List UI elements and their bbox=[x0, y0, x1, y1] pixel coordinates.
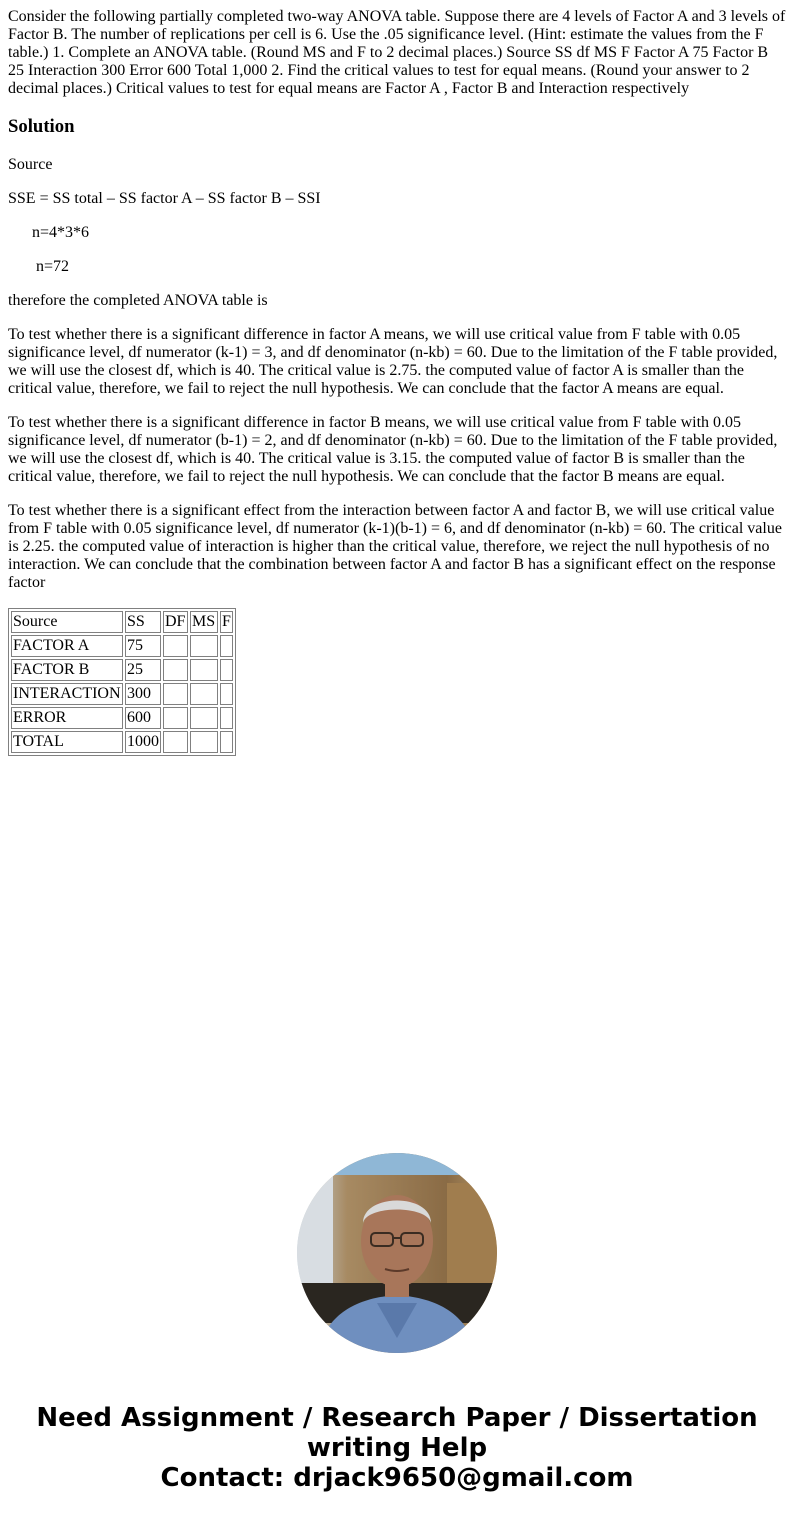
header-cell-source: Source bbox=[11, 611, 123, 633]
solution-line-completed: therefore the completed ANOVA table is bbox=[8, 292, 268, 309]
table-row bbox=[11, 731, 233, 753]
header-cell-f: F bbox=[220, 611, 233, 633]
table-cell-source: INTERACTION bbox=[11, 683, 123, 705]
promo-banner bbox=[0, 1403, 794, 1493]
header-cell-ss: SS bbox=[125, 611, 161, 633]
table-row bbox=[11, 707, 233, 729]
question-text: Consider the following partially completed two-way ANOVA table. Suppose there are 4 levels of Factor A and 3 levels of Factor B. The number of replications per cell is 6. Use the .05 significance level. (Hint: estimate the values from the F table.) 1. Complete an ANOVA table. (Round MS and F to 2 decimal places.) Source SS df MS F Factor A 75 Factor B 25 Interaction 300 Error 600 Total 1,000 2. Find the critical values to test for equal means. (Round your answer to 2 decimal places.) Critical values to test for equal means are Factor A , Factor B and Interaction respectively bbox=[8, 8, 786, 97]
table-cell-df bbox=[163, 659, 188, 681]
table-cell-f bbox=[220, 683, 233, 705]
header-cell-ms: MS bbox=[190, 611, 218, 633]
solution-paragraph-interaction: To test whether there is a significant effect from the interaction between factor A and factor B, we will use critical value from F table with 0.05 significance level, df numerator (k-1)(b-1) = 6, and df denominator (n-kb) = 60. The critical value is 2.25. the computed value of interaction is higher than the critical value, therefore, we reject the null hypothesis of no interaction. We can conclude that the combination between factor A and factor B has a significant effect on the response factor bbox=[8, 502, 782, 591]
document-body bbox=[8, 8, 788, 756]
table-cell-ss: 600 bbox=[125, 707, 161, 729]
anova-table bbox=[8, 608, 236, 756]
table-cell-df bbox=[163, 683, 188, 705]
table-row bbox=[11, 683, 233, 705]
promo-line-2: writing Help bbox=[306, 1433, 488, 1463]
author-photo bbox=[297, 1153, 497, 1353]
table-cell-source: FACTOR A bbox=[11, 635, 123, 657]
promo-contact-line: Contact: drjack9650@gmail.com bbox=[160, 1463, 634, 1493]
table-cell-ss: 1000 bbox=[125, 731, 161, 753]
table-cell-ms bbox=[190, 707, 218, 729]
table-header-row bbox=[11, 611, 233, 633]
table-cell-df bbox=[163, 731, 188, 753]
table-cell-f bbox=[220, 707, 233, 729]
solution-line-sse: SSE = SS total – SS factor A – SS factor B – SSI bbox=[8, 190, 321, 207]
solution-line-n-value: n=72 bbox=[36, 258, 70, 275]
table-cell-f bbox=[220, 659, 233, 681]
header-cell-df: DF bbox=[163, 611, 188, 633]
table-cell-ms bbox=[190, 683, 218, 705]
table-cell-ms bbox=[190, 659, 218, 681]
table-cell-ms bbox=[190, 635, 218, 657]
table-cell-df bbox=[163, 635, 188, 657]
table-cell-f bbox=[220, 731, 233, 753]
solution-line-source: Source bbox=[8, 156, 53, 173]
table-cell-ss: 75 bbox=[125, 635, 161, 657]
table-row bbox=[11, 635, 233, 657]
table-row bbox=[11, 659, 233, 681]
table-cell-source: ERROR bbox=[11, 707, 123, 729]
solution-heading: Solution bbox=[8, 116, 75, 137]
table-cell-ss: 300 bbox=[125, 683, 161, 705]
table-cell-f bbox=[220, 635, 233, 657]
promo-line-1: Need Assignment / Research Paper / Dissertation bbox=[36, 1403, 758, 1433]
solution-line-n-formula: n=4*3*6 bbox=[32, 224, 90, 241]
table-cell-df bbox=[163, 707, 188, 729]
table-cell-ss: 25 bbox=[125, 659, 161, 681]
solution-paragraph-factor-b: To test whether there is a significant difference in factor B means, we will use critical value from F table with 0.05 significance level, df numerator (b-1) = 2, and df denominator (n-kb) = 60. Due to the limitation of the F table provided, we will use the closest df, which is 40. The critical value is 3.15. the computed value of factor B is smaller than the critical value, therefore, we fail to reject the null hypothesis. We can conclude that the factor B means are equal. bbox=[8, 414, 778, 485]
table-cell-source: FACTOR B bbox=[11, 659, 123, 681]
table-cell-ms bbox=[190, 731, 218, 753]
solution-paragraph-factor-a: To test whether there is a significant difference in factor A means, we will use critical value from F table with 0.05 significance level, df numerator (k-1) = 3, and df denominator (n-kb) = 60. Due to the limitation of the F table provided, we will use the closest df, which is 40. The critical value is 2.75. the computed value of factor A is smaller than the critical value, therefore, we fail to reject the null hypothesis. We can conclude that the factor A means are equal. bbox=[8, 326, 778, 397]
table-cell-source: TOTAL bbox=[11, 731, 123, 753]
author-avatar bbox=[297, 1153, 497, 1353]
